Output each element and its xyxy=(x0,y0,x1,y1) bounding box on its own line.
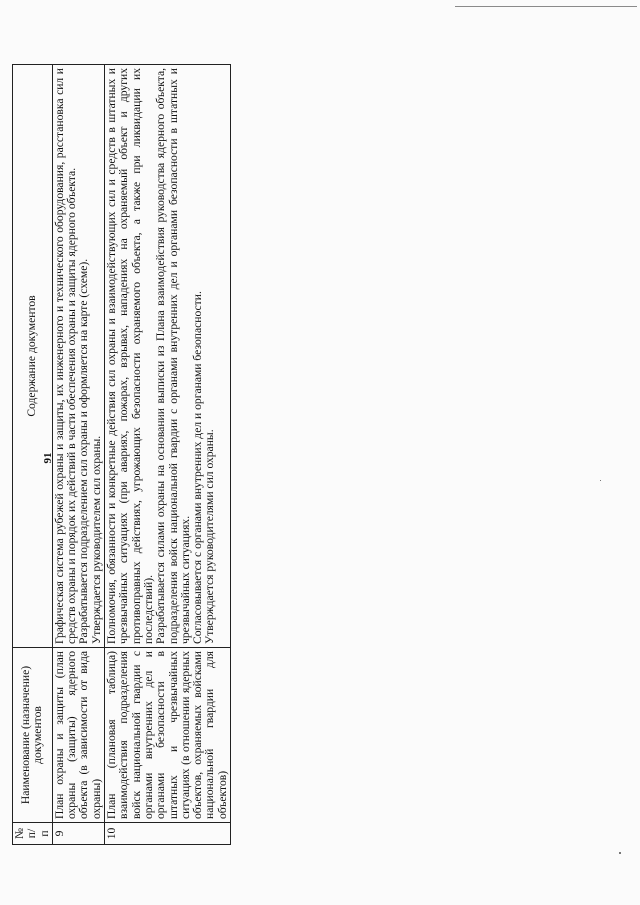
table-row xyxy=(52,65,104,845)
header-number: № п/п xyxy=(13,823,53,845)
document-table-rotated xyxy=(12,65,292,845)
page-number: 91 xyxy=(42,452,54,464)
content-paragraph: Графическая система рубежей охраны и защиты, их инженерного и технического оборудования, расстановка сил и средств охраны и порядок их действий в части обеспечения охраны и защиты ядерного объекта. xyxy=(52,68,79,644)
content-paragraph: Утверждается руководителями сил охраны. xyxy=(203,429,217,644)
scan-speck xyxy=(600,480,601,481)
documents-table xyxy=(12,64,231,845)
scan-speck xyxy=(619,852,621,854)
row-document-content xyxy=(105,65,231,648)
row-number: 9 xyxy=(52,823,104,845)
table-row xyxy=(105,65,231,845)
row-document-name: План охраны и защиты (план охраны (защиты) ядерного объекта (в зависимости от вида охраны) xyxy=(52,648,104,823)
content-paragraph: Согласовывается с органами внутренних дел и органами безопасности. xyxy=(191,291,205,644)
row-number: 10 xyxy=(105,823,231,845)
top-edge-line xyxy=(455,6,637,7)
table-header-row xyxy=(13,65,53,845)
content-paragraph: Полномочия, обязанности и конкретные действия сил охраны и взаимодействующих сил и средств в штатных и чрезвычайных ситуациях (при авариях, пожарах, взрывах, нападениях на охраняемый объект и других противоправных действиях, угрожающих безопасности охраняемого объекта, а также при ликвидации их последствий). xyxy=(105,68,155,644)
content-paragraph: Разрабатывается подразделением сил охраны и оформляется на карте (схеме). xyxy=(77,258,91,644)
row-document-content xyxy=(52,65,104,648)
row-document-name: План (плановая таблица) взаимодействия подразделения войск национальной гвардии с органами внутренних дел и органами безопасности в штатных и чрезвычайных ситуациях (в отношении ядерных объектов, охраняемых войсками национальной гвардии для объектов) xyxy=(105,648,231,823)
content-paragraph: Утверждается руководителем сил охраны. xyxy=(89,435,103,644)
header-name: Наименование (назначение) документов xyxy=(13,648,53,823)
content-paragraph: Разрабатывается силами охраны на основании выписки из Плана взаимодействия руководства ядерного объекта, подразделения войск национальной гвардии с органами внутренних дел и органами безопасности в штатных и чрезвычайных ситуациях. xyxy=(154,68,192,644)
header-content: Содержание документов xyxy=(13,65,53,648)
